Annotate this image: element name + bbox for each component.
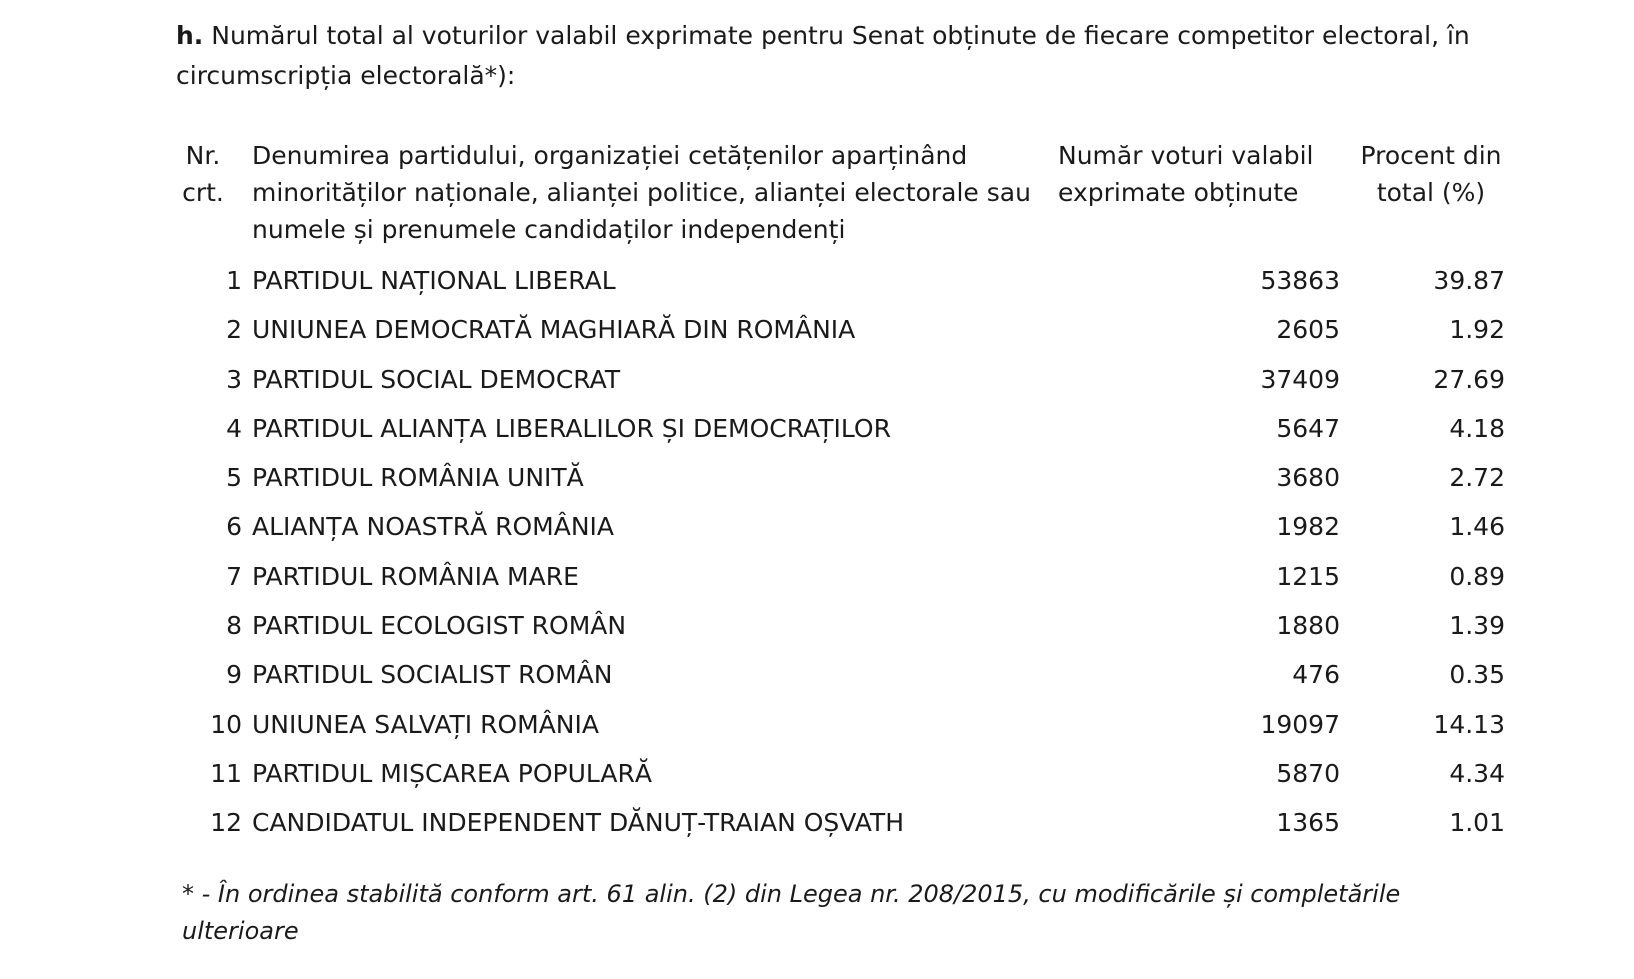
- header-votes-line1: Număr voturi valabil: [1058, 141, 1314, 170]
- vote-count: 476: [1292, 660, 1340, 690]
- vote-count: 3680: [1276, 463, 1340, 493]
- section-title: Numărul total al voturilor valabil exprimate pentru Senat obținute de fiecare competitor electoral, în circumscripția electorală*):: [176, 21, 1470, 90]
- vote-count: 1215: [1276, 561, 1340, 591]
- row-number: 2: [226, 315, 242, 345]
- header-nr-line2: crt.: [182, 178, 224, 207]
- vote-percent: 0.89: [1449, 561, 1505, 591]
- competitor-name: PARTIDUL SOCIAL DEMOCRAT: [252, 364, 621, 394]
- vote-count: 37409: [1260, 364, 1340, 394]
- vote-percent: 2.72: [1449, 463, 1505, 493]
- table-row: [0, 404, 1634, 453]
- competitor-name: PARTIDUL NAȚIONAL LIBERAL: [252, 266, 616, 295]
- table-row: [0, 798, 1634, 847]
- header-votes-line2: exprimate obținute: [1058, 178, 1299, 207]
- table-row: [0, 355, 1634, 404]
- vote-count: 5870: [1276, 758, 1340, 788]
- row-number: 4: [226, 413, 242, 443]
- header-votes: [1058, 137, 1328, 211]
- table-row: [0, 552, 1634, 601]
- competitor-name: PARTIDUL ROMÂNIA MARE: [252, 561, 579, 591]
- vote-percent: 4.18: [1449, 413, 1505, 443]
- vote-count: 5647: [1276, 413, 1340, 443]
- vote-percent: 1.01: [1449, 808, 1505, 838]
- competitor-name: CANDIDATUL INDEPENDENT DĂNUȚ-TRAIAN OȘVATH: [252, 808, 905, 838]
- header-nr-crt: [170, 137, 236, 211]
- competitor-name: UNIUNEA SALVAȚI ROMÂNIA: [252, 709, 599, 739]
- row-number: 8: [226, 611, 242, 641]
- vote-count: 1880: [1276, 611, 1340, 641]
- competitor-name: ALIANȚA NOASTRĂ ROMÂNIA: [252, 512, 615, 542]
- table-row: [0, 502, 1634, 551]
- competitor-name: PARTIDUL MIȘCAREA POPULARĂ: [252, 758, 652, 788]
- competitor-name: PARTIDUL ROMÂNIA UNITĂ: [252, 463, 584, 493]
- header-nr-line1: Nr.: [185, 141, 221, 170]
- table-row: [0, 256, 1634, 305]
- row-number: 9: [226, 660, 242, 690]
- row-number: 6: [226, 512, 242, 542]
- table-row: [0, 601, 1634, 650]
- row-number: 5: [226, 463, 242, 493]
- competitor-name: PARTIDUL SOCIALIST ROMÂN: [252, 660, 613, 690]
- row-number: 10: [210, 709, 242, 739]
- vote-percent: 27.69: [1433, 364, 1505, 394]
- vote-count: 2605: [1276, 315, 1340, 345]
- row-number: 12: [210, 808, 242, 838]
- competitor-name: PARTIDUL ECOLOGIST ROMÂN: [252, 611, 627, 641]
- header-pct-line2: total (%): [1376, 178, 1486, 207]
- vote-percent: 14.13: [1433, 709, 1505, 739]
- section-letter: h.: [176, 21, 204, 50]
- vote-count: 1982: [1276, 512, 1340, 542]
- row-number: 1: [226, 266, 242, 295]
- header-pct-line1: Procent din: [1360, 141, 1502, 170]
- competitor-name: PARTIDUL ALIANȚA LIBERALILOR ȘI DEMOCRAȚILOR: [252, 413, 891, 443]
- table-row: [0, 700, 1634, 749]
- vote-count: 1365: [1276, 808, 1340, 838]
- vote-percent: 39.87: [1433, 266, 1505, 295]
- competitor-name: UNIUNEA DEMOCRATĂ MAGHIARĂ DIN ROMÂNIA: [252, 315, 856, 345]
- vote-count: 19097: [1260, 709, 1340, 739]
- table-row: [0, 650, 1634, 699]
- vote-count: 53863: [1260, 266, 1340, 295]
- table-row: [0, 749, 1634, 798]
- section-heading: [176, 16, 1476, 96]
- row-number: 3: [226, 364, 242, 394]
- table-row: [0, 305, 1634, 354]
- row-number: 11: [210, 758, 242, 788]
- vote-percent: 4.34: [1449, 758, 1505, 788]
- vote-percent: 1.39: [1449, 611, 1505, 641]
- vote-percent: 0.35: [1449, 660, 1505, 690]
- table-row: [0, 453, 1634, 502]
- vote-percent: 1.46: [1449, 512, 1505, 542]
- footnote: * - În ordinea stabilită conform art. 61 alin. (2) din Legea nr. 208/2015, cu modificările și completările ulterioare: [182, 880, 1401, 945]
- header-percent: [1346, 137, 1516, 211]
- results-table: [0, 256, 1634, 848]
- vote-percent: 1.92: [1449, 315, 1505, 345]
- row-number: 7: [226, 561, 242, 591]
- header-name: Denumirea partidului, organizației cetățenilor aparținând minorităților naționale, alianței politice, alianței electorale sau numele și prenumele candidaților independenți: [252, 141, 1031, 244]
